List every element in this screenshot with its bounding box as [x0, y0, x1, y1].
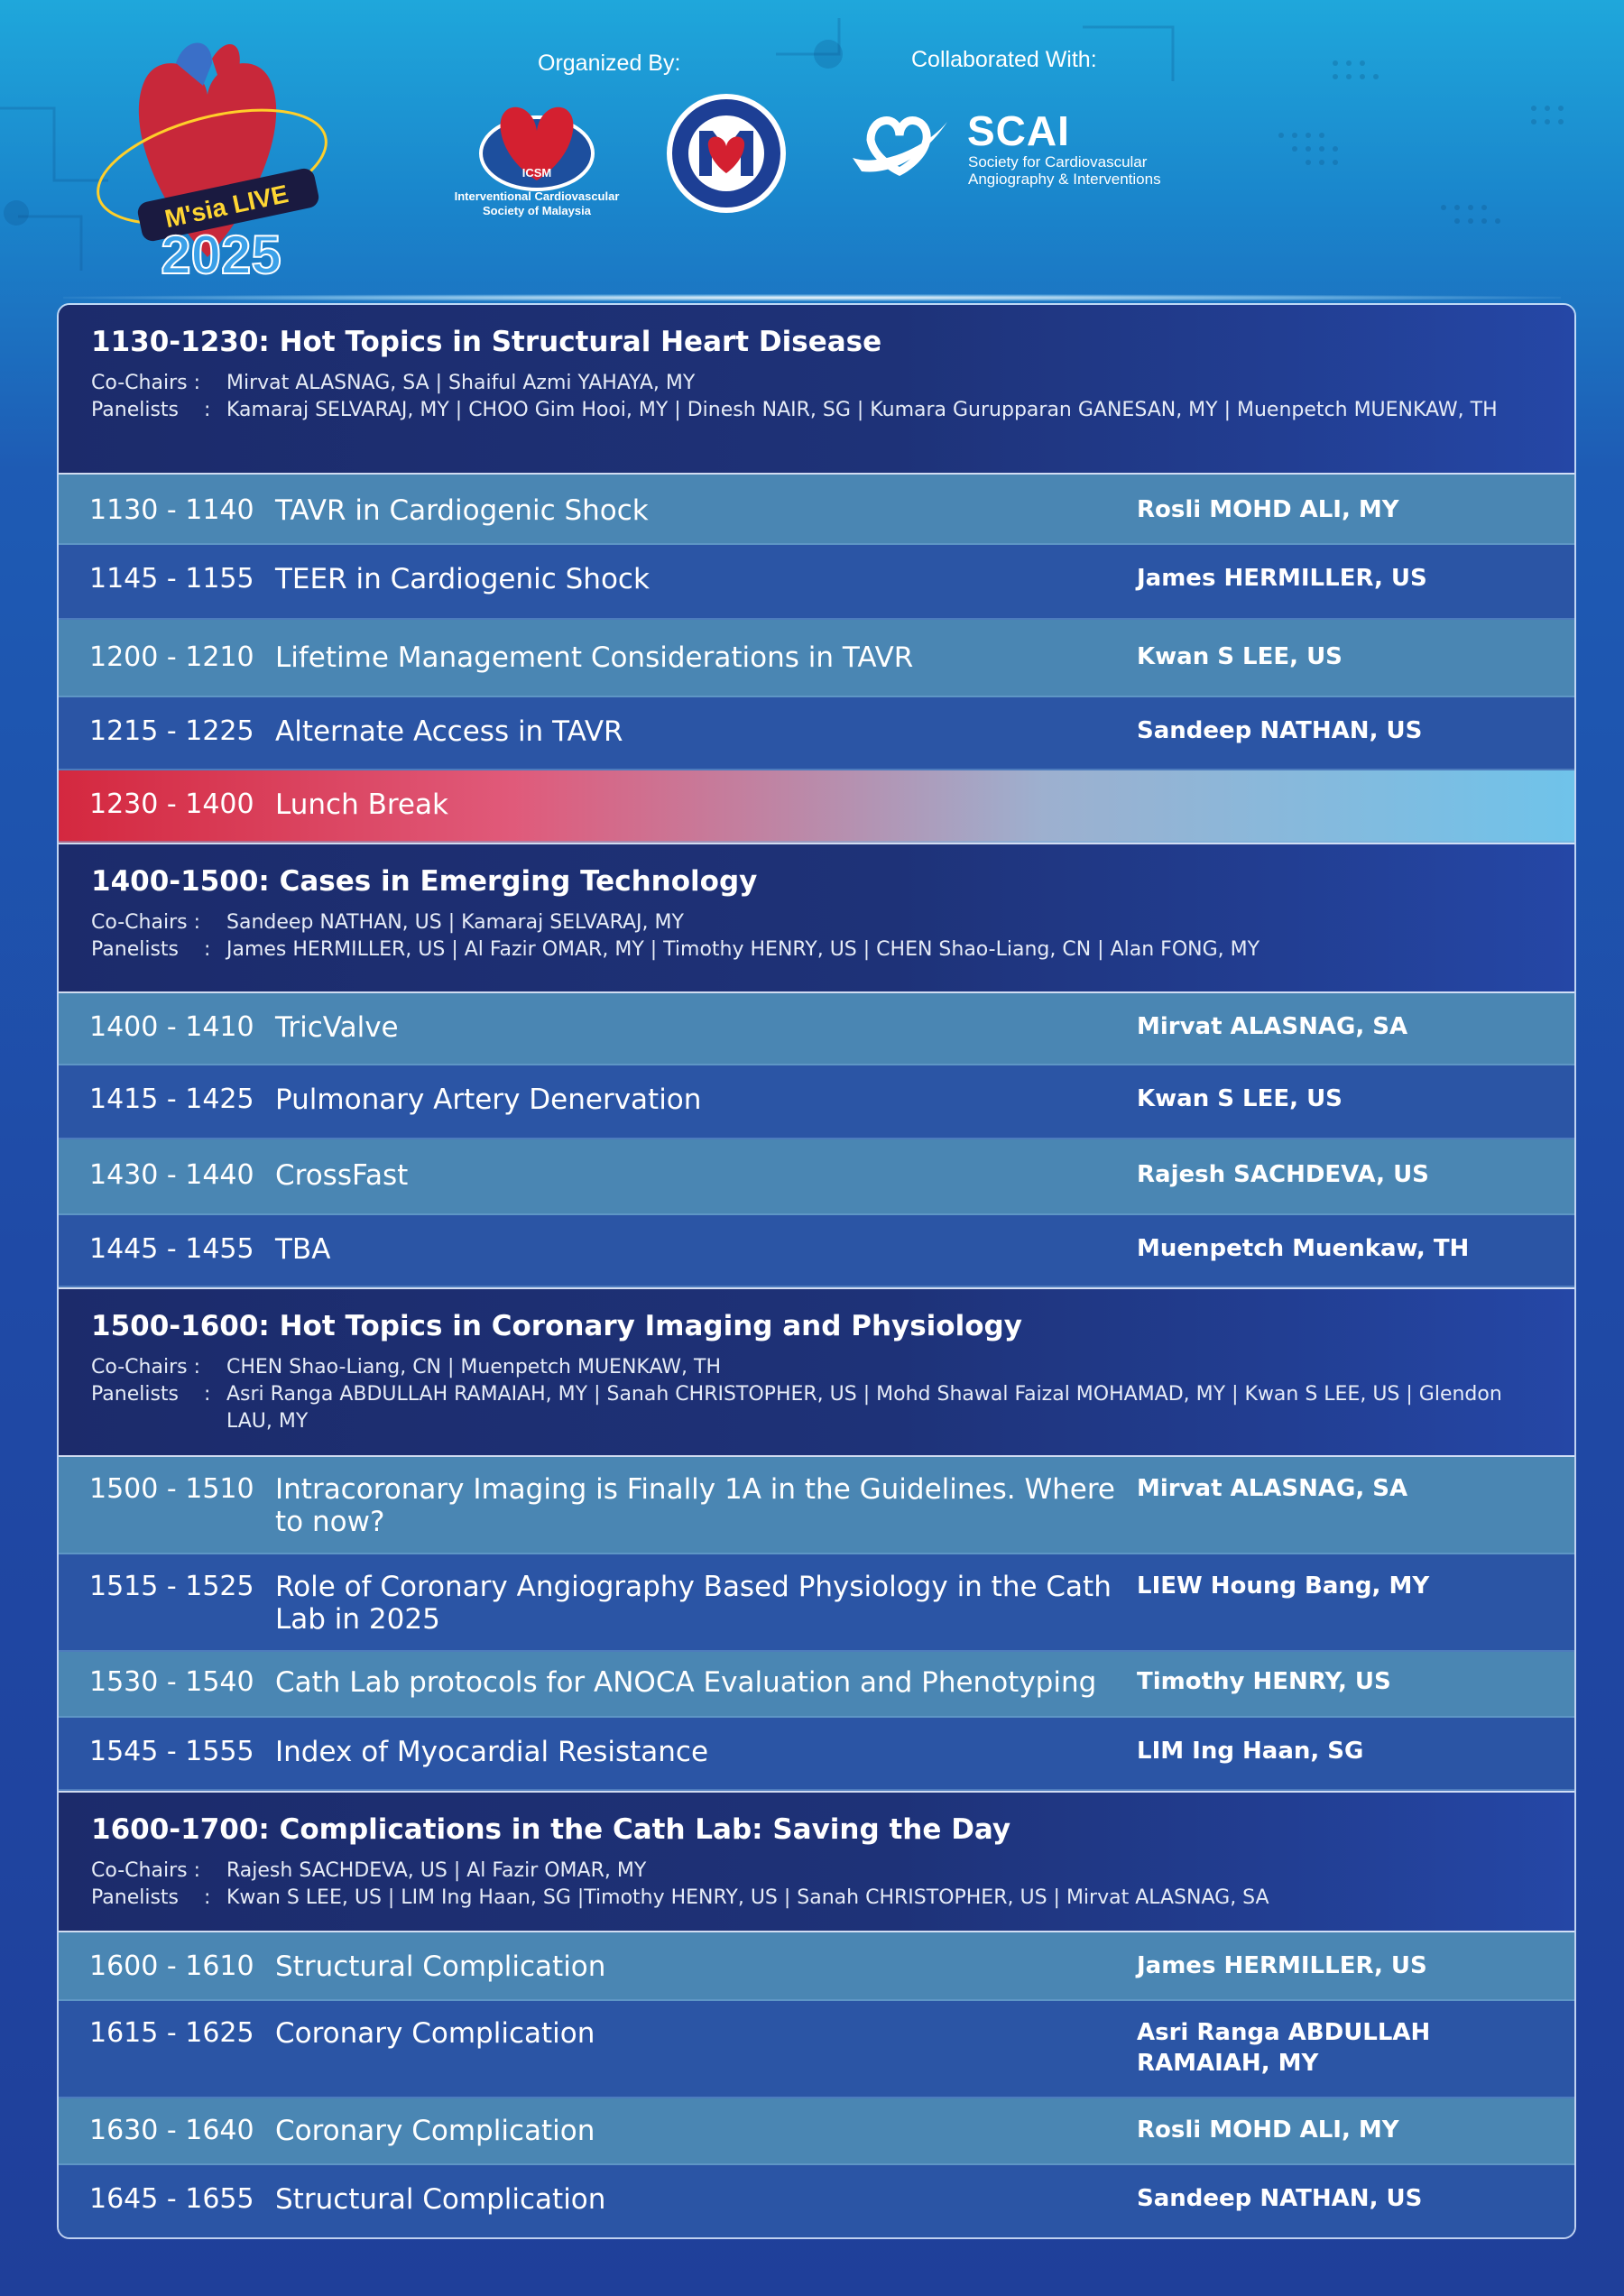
icsm-abbrev: ICSM	[521, 166, 552, 180]
lunch-time: 1230 - 1400	[89, 788, 254, 820]
talk-topic: Cath Lab protocols for ANOCA Evaluation and Phenotyping	[275, 1666, 1097, 1699]
cochairs-line	[91, 1354, 1542, 1381]
talk-topic: Coronary Complication	[275, 2115, 595, 2147]
talk-topic: Coronary Complication	[275, 2017, 595, 2050]
talk-row	[59, 1457, 1574, 1554]
talk-row	[59, 697, 1574, 770]
talk-speaker: Sandeep NATHAN, US	[1137, 2185, 1423, 2212]
schedule-table	[57, 303, 1576, 2239]
talk-time: 1500 - 1510	[89, 1473, 254, 1505]
talk-topic: TAVR in Cardiogenic Shock	[275, 494, 649, 527]
panelists-names: James HERMILLER, US | Al Fazir OMAR, MY | Timothy HENRY, US | CHEN Shao-Liang, CN | Alan FONG, MY	[226, 938, 1260, 961]
talk-time: 1430 - 1440	[89, 1159, 254, 1191]
talk-topic: Structural Complication	[275, 1950, 606, 1983]
talk-time: 1530 - 1540	[89, 1666, 254, 1698]
talk-time: 1215 - 1225	[89, 715, 254, 747]
talk-time: 1645 - 1655	[89, 2183, 254, 2215]
talk-row	[59, 1718, 1574, 1791]
talk-time: 1130 - 1140	[89, 494, 254, 526]
session-header	[59, 1287, 1574, 1457]
cochairs-names: Rajesh SACHDEVA, US | Al Fazir OMAR, MY	[226, 1859, 647, 1882]
talk-speaker: Muenpetch Muenkaw, TH	[1137, 1235, 1470, 1262]
talk-row	[59, 475, 1574, 545]
session-title: 1500-1600: Hot Topics in Coronary Imaging and Physiology	[91, 1310, 1022, 1342]
talk-time: 1200 - 1210	[89, 641, 254, 673]
panelists-names: Kamaraj SELVARAJ, MY | CHOO Gim Hooi, MY | Dinesh NAIR, SG | Kumara Gurupparan GANESAN, MY | Muenpetch MUENKAW, TH	[226, 399, 1498, 421]
talk-row	[59, 2098, 1574, 2165]
panelists-line	[91, 397, 1542, 424]
icsm-caption: Interventional Cardiovascular Society of Malaysia	[454, 189, 620, 217]
cochairs-line	[91, 1858, 1542, 1885]
talk-time: 1415 - 1425	[89, 1083, 254, 1115]
organized-by-label: Organized By:	[538, 51, 681, 76]
cochairs-names: Mirvat ALASNAG, SA | Shaiful Azmi YAHAYA, MY	[226, 372, 696, 394]
talk-speaker: Rosli MOHD ALI, MY	[1137, 2116, 1399, 2144]
talk-topic: TBA	[275, 1233, 331, 1266]
panelists-names: Kwan S LEE, US | LIM Ing Haan, SG |Timothy HENRY, US | Sanah CHRISTOPHER, US | Mirvat ALASNAG, SA	[226, 1886, 1269, 1909]
talk-speaker: LIEW Houng Bang, MY	[1137, 1572, 1430, 1600]
panelists-label: Panelists :	[91, 938, 217, 961]
talk-topic: Structural Complication	[275, 2183, 606, 2216]
talk-row	[59, 1065, 1574, 1139]
collaborated-with-label: Collaborated With:	[911, 47, 1097, 72]
cochairs-names: Sandeep NATHAN, US | Kamaraj SELVARAJ, MY	[226, 911, 684, 934]
talk-topic: Intracoronary Imaging is Finally 1A in the Guidelines. Where to now?	[275, 1473, 1115, 1538]
event-logo-year: 2025	[161, 225, 281, 285]
talk-row	[59, 2001, 1574, 2098]
scai-full-name: Society for Cardiovascular Angiography & Interventions	[968, 153, 1161, 188]
event-logo-text: M'sia LIVE	[161, 179, 291, 234]
panelists-names: Asri Ranga ABDULLAH RAMAIAH, MY | Sanah CHRISTOPHER, US | Mohd Shawal Faizal MOHAMAD, MY | Kwan S LEE, US | Glendon LAU, MY	[226, 1383, 1502, 1433]
event-logo	[77, 32, 338, 302]
cochairs-line	[91, 909, 1542, 936]
session-header	[59, 305, 1574, 475]
talk-row	[59, 1554, 1574, 1652]
cochairs-label: Co-Chairs :	[91, 1859, 207, 1882]
talk-speaker: LIM Ing Haan, SG	[1137, 1738, 1364, 1765]
talk-time: 1145 - 1155	[89, 563, 254, 595]
panelists-line	[91, 1381, 1542, 1435]
talk-row	[59, 620, 1574, 697]
panelists-label: Panelists :	[91, 1383, 217, 1406]
cochairs-names: CHEN Shao-Liang, CN | Muenpetch MUENKAW, TH	[226, 1356, 722, 1379]
talk-time: 1615 - 1625	[89, 2017, 254, 2049]
talk-speaker: Rosli MOHD ALI, MY	[1137, 496, 1399, 523]
lunch-break-row	[59, 770, 1574, 843]
talk-speaker: Kwan S LEE, US	[1137, 1085, 1343, 1112]
talk-topic: TricValve	[275, 1011, 399, 1044]
talk-speaker: Mirvat ALASNAG, SA	[1137, 1013, 1408, 1040]
talk-speaker: James HERMILLER, US	[1137, 1952, 1427, 1979]
talk-topic: Index of Myocardial Resistance	[275, 1736, 709, 1768]
lunch-label: Lunch Break	[275, 788, 448, 821]
talk-row	[59, 545, 1574, 620]
session-title: 1130-1230: Hot Topics in Structural Heart Disease	[91, 326, 882, 358]
session-title: 1400-1500: Cases in Emerging Technology	[91, 865, 758, 898]
talk-speaker: Timothy HENRY, US	[1137, 1668, 1391, 1695]
talk-time: 1600 - 1610	[89, 1950, 254, 1982]
talk-topic: TEER in Cardiogenic Shock	[275, 563, 650, 595]
talk-time: 1630 - 1640	[89, 2115, 254, 2146]
panelists-line	[91, 1885, 1542, 1912]
talk-speaker: Kwan S LEE, US	[1137, 643, 1343, 670]
talk-topic: Role of Coronary Angiography Based Physiology in the Cath Lab in 2025	[275, 1571, 1112, 1636]
talk-speaker: Asri Ranga ABDULLAH RAMAIAH, MY	[1137, 2019, 1431, 2077]
talk-row	[59, 1139, 1574, 1215]
talk-row	[59, 993, 1574, 1065]
nham-logo	[663, 90, 789, 217]
panelists-label: Panelists :	[91, 399, 217, 421]
talk-row	[59, 1652, 1574, 1718]
panelists-line	[91, 936, 1542, 964]
session-title: 1600-1700: Complications in the Cath Lab: Saving the Day	[91, 1813, 1011, 1846]
talk-time: 1545 - 1555	[89, 1736, 254, 1767]
talk-speaker: James HERMILLER, US	[1137, 565, 1427, 592]
talk-row	[59, 2165, 1574, 2237]
talk-speaker: Rajesh SACHDEVA, US	[1137, 1161, 1429, 1188]
talk-row	[59, 1932, 1574, 2001]
talk-speaker: Sandeep NATHAN, US	[1137, 717, 1423, 744]
talk-speaker: Mirvat ALASNAG, SA	[1137, 1475, 1408, 1502]
session-header	[59, 1791, 1574, 1932]
talk-time: 1515 - 1525	[89, 1571, 254, 1602]
talk-row	[59, 1215, 1574, 1287]
talk-topic: Pulmonary Artery Denervation	[275, 1083, 702, 1116]
talk-topic: Alternate Access in TAVR	[275, 715, 623, 748]
talk-topic: Lifetime Management Considerations in TAVR	[275, 641, 914, 674]
cochairs-label: Co-Chairs :	[91, 911, 207, 934]
talk-time: 1400 - 1410	[89, 1011, 254, 1043]
cochairs-label: Co-Chairs :	[91, 372, 207, 394]
scai-name: SCAI	[967, 107, 1070, 154]
talk-topic: CrossFast	[275, 1159, 409, 1192]
talk-time: 1445 - 1455	[89, 1233, 254, 1265]
scai-logo	[844, 104, 952, 185]
cochairs-line	[91, 370, 1542, 397]
panelists-label: Panelists :	[91, 1886, 217, 1909]
cochairs-label: Co-Chairs :	[91, 1356, 207, 1379]
session-header	[59, 843, 1574, 993]
